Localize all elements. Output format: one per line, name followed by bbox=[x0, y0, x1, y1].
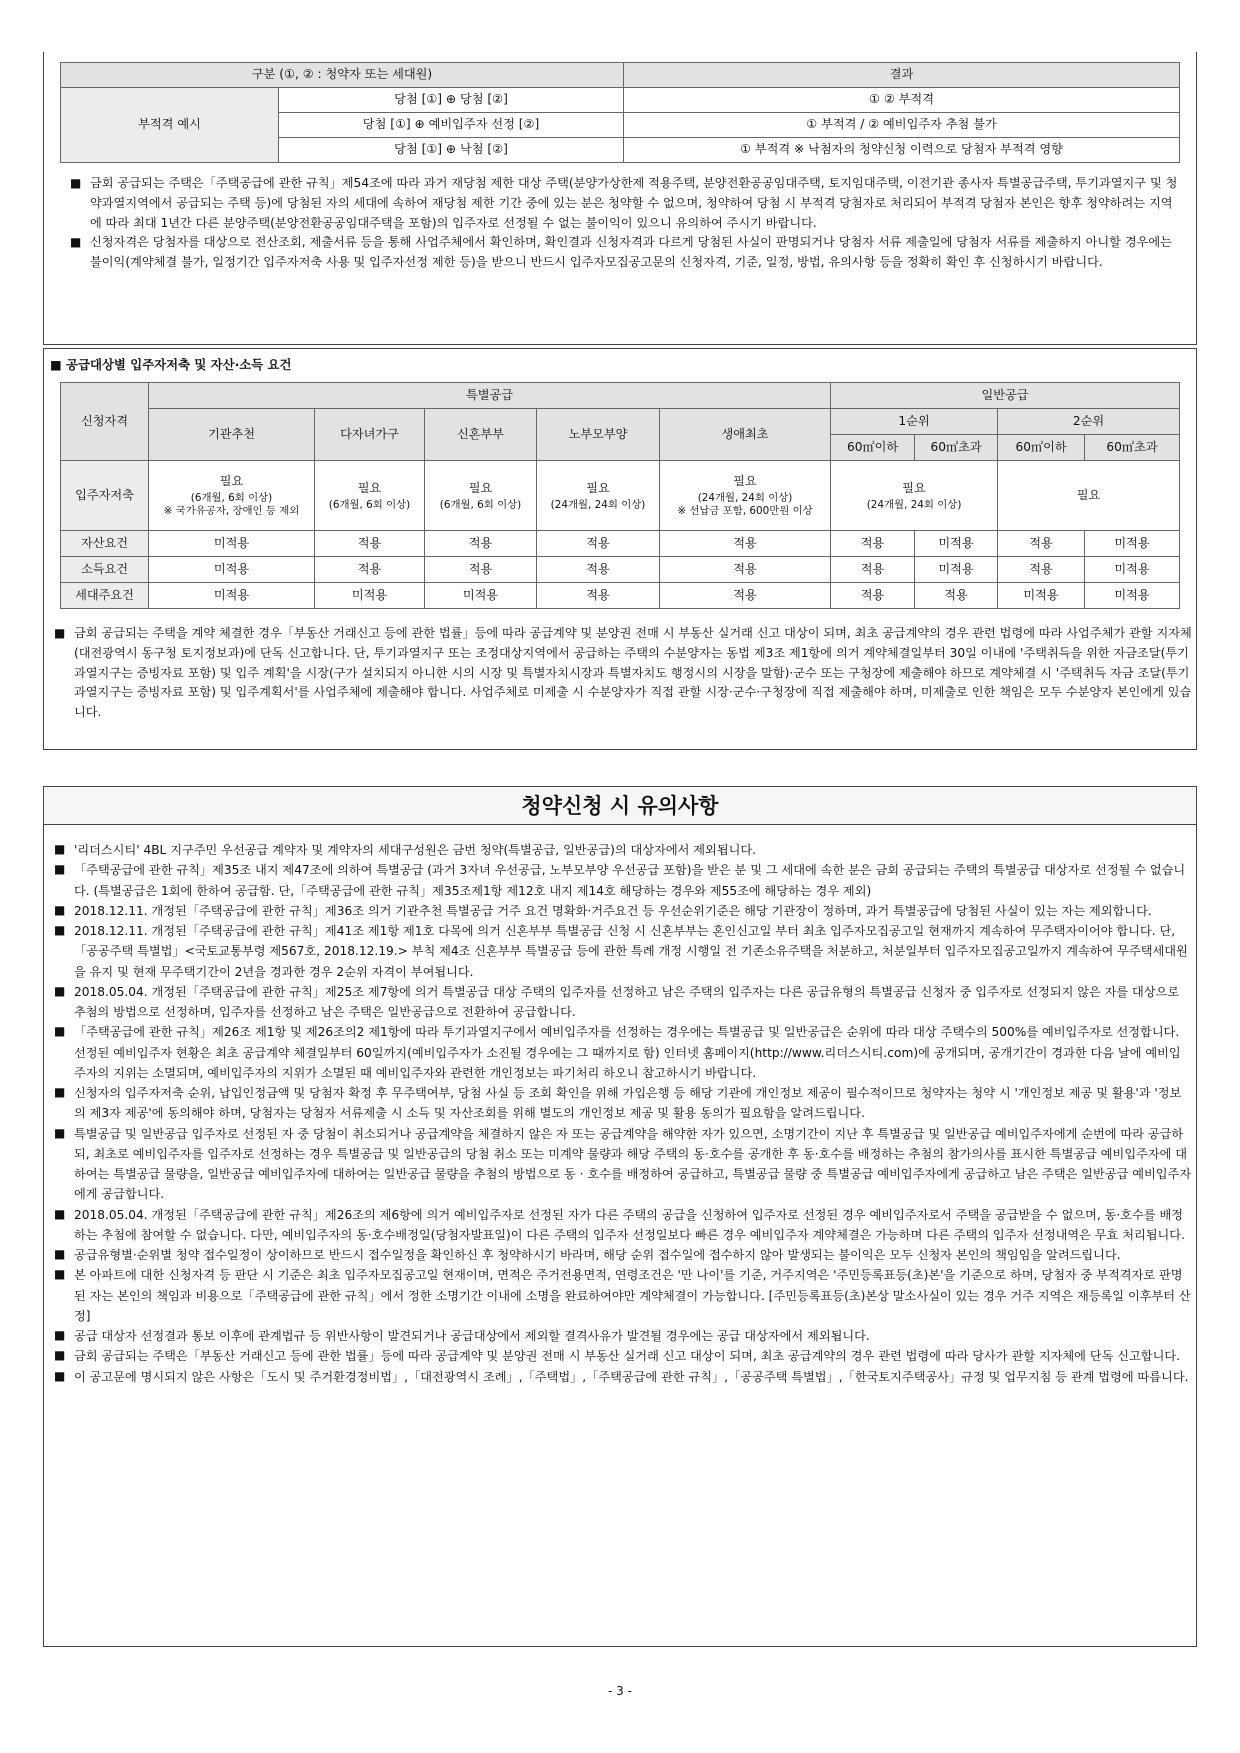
ineligibility-notes bbox=[64, 174, 1184, 273]
note-item: ■ 신청자격은 당첨자를 대상으로 전산조회, 제출서류 등을 통해 사업주체에서 확인하며, 확인결과 신청자격과 다르게 당첨된 사실이 판명되거나 당첨자 서류 제출일에 당첨자 서류를 제출하지 아니할 경우에는 불이익(계약체결 불가, 일정기간 입주자저축 사용 및 입주자선정 제한 등)을 받으니 반드시 입주자모집공고문의 신청자격, 기준, 일정, 방법, 유의사항 등을 정확히 확인 후 신청하시기 바랍니다. bbox=[64, 233, 1184, 273]
table-cell: 미적용 bbox=[1085, 583, 1180, 609]
col-rank2: 2순위 bbox=[998, 409, 1180, 435]
row-label: 자산요건 bbox=[61, 531, 149, 557]
table1-result: ① 부적격 ※ 낙첨자의 청약신청 이력으로 당첨자 부적격 영향 bbox=[624, 138, 1180, 163]
col-agency: 기관추천 bbox=[149, 409, 315, 461]
table-cell: 미적용 bbox=[149, 557, 315, 583]
col-newlywed: 신혼부부 bbox=[425, 409, 537, 461]
table1-row-label: 부적격 예시 bbox=[61, 88, 279, 163]
col-area-gt: 60㎡초과 bbox=[1085, 435, 1180, 461]
cell-line: 필요 bbox=[586, 480, 610, 495]
precautions-list bbox=[48, 840, 1192, 1387]
col-area-gt: 60㎡초과 bbox=[915, 435, 998, 461]
col-label: 신청자격 bbox=[61, 383, 149, 461]
special-supply-header: 특별공급 bbox=[149, 383, 831, 409]
note-item: ■ 금회 공급되는 주택을 계약 체결한 경우「부동산 거래신고 등에 관한 법률」등에 따라 공급계약 및 분양권 전매 시 부동산 실거래 신고 대상이 되며, 최초 공급계약의 경우 관련 법령에 따라 사업주체가 관할 지자체(대전광역시 동구청 토지정보과)에 단독 신고합니다. 단, 투기과열지구 또는 조정대상지역에서 공급하는 주택의 수분양자는 동법 제3조 제1항에 의거 계약체결일부터 30일 이내에 '주택취득을 위한 자금조달(투기과열지구는 증빙자료 포함) 및 입주 계획'을 시장(구가 설치되지 아니한 시의 시장 및 특별자치시장과 특별자치도 행정시의 시장을 말함)·군수 또는 구청장에 제출해야 하므로 계약체결 시 '주택취득 자금 조달(투기과열지구는 증빙자료 포함) 및 입주계획서'를 사업주체에 제출해야 합니다. 사업주체로 미제출 시 수분양자가 직접 관할 시장·군수·구청장에 직접 제출해야 하며, 미제출로 인한 책임은 모두 수분양자 본인에게 있습니다. bbox=[48, 624, 1192, 723]
table-cell: 적용 bbox=[537, 583, 660, 609]
table1-header-category: 구분 (①, ② : 청약자 또는 세대원) bbox=[61, 63, 624, 88]
note-item: ■ 금회 공급되는 주택은「부동산 거래신고 등에 관한 법률」등에 따라 공급계약 및 분양권 전매 시 부동산 실거래 신고 대상이 되며, 최초 공급계약의 경우 관련 법령에 따라 당사가 관할 지자체에 단독 신고합니다. bbox=[48, 1346, 1192, 1366]
table-cell: 미적용 bbox=[1085, 531, 1180, 557]
table-cell: 미적용 bbox=[425, 583, 537, 609]
table1-case: 당첨 [①] ⊕ 낙첨 [②] bbox=[279, 138, 624, 163]
savings-cell bbox=[537, 461, 660, 531]
ineligibility-section bbox=[43, 52, 1197, 345]
precautions-title: 청약신청 시 유의사항 bbox=[44, 787, 1196, 825]
cell-line: (24개월, 24회 이상) bbox=[550, 498, 646, 511]
table-cell: 미적용 bbox=[149, 583, 315, 609]
table-row bbox=[61, 531, 1180, 557]
cell-line: (6개월, 6회 이상) bbox=[190, 491, 273, 504]
savings-cell: 필요 bbox=[998, 461, 1180, 531]
general-supply-header: 일반공급 bbox=[831, 383, 1180, 409]
requirements-section bbox=[43, 348, 1197, 750]
cell-line: (6개월, 6회 이상) bbox=[439, 498, 522, 511]
note-item: ■ 「주택공급에 관한 규칙」제35조 내지 제47조에 의하여 특별공급 (과거 3자녀 우선공급, 노부모부양 우선공급 포함)을 받은 분 및 그 세대에 속한 분은 금회 공급되는 주택의 특별공급 대상자로 선정될 수 없습니다. (특별공급은 1회에 한하여 공급함. 단,「주택공급에 관한 규칙」제35조제1항 제12호 내지 제14호 해당하는 경우와 제55조에 해당하는 경우 제외) bbox=[48, 860, 1192, 901]
cell-line: 필요 bbox=[219, 474, 244, 489]
note-item: ■ 2018.05.04. 개정된「주택공급에 관한 규칙」제26조의 제6항에 의거 예비입주자로 선정된 자가 다른 주택의 공급을 신청하여 입주자로 선정된 경우 예비입주자로서 주택을 공급받을 수 없으며, 동·호수를 배정하는 추첨에 참여할 수 없습니다. 다만, 예비입주자의 동·호수배정일(당첨자발표일)이 다른 주택의 입주자 선정일보다 빠른 경우 예비입주자 계약체결은 가능하며 다른 주택의 입주자 선정내역은 무효 처리됩니다. bbox=[48, 1205, 1192, 1246]
table-cell: 적용 bbox=[425, 531, 537, 557]
note-item: ■ 금회 공급되는 주택은「주택공급에 관한 규칙」제54조에 따라 과거 재당첨 제한 대상 주택(분양가상한제 적용주택, 분양전환공공임대주택, 토지임대주택, 이전기관 종사자 특별공급주택, 투기과열지구 및 청약과열지역에서 공급되는 주택 등)에 당첨된 자의 세대에 속하여 재당첨 제한 기간 중에 있는 분은 청약할 수 없으며, 청약하여 당첨 시 부적격 당첨자로 처리되어 부적격 당첨자 본인은 향후 청약하려는 지역에 따라 최대 1년간 다른 분양주택(분양전환공공임대주택을 포함)의 입주자로 선정될 수 없는 불이익이 있으니 유의하여 주시기 바랍니다. bbox=[64, 174, 1184, 233]
table-cell: 적용 bbox=[315, 531, 425, 557]
table-cell: 적용 bbox=[915, 583, 998, 609]
table1-result: ① 부적격 / ② 예비입주자 추첨 불가 bbox=[624, 113, 1180, 138]
cell-line: ※ 선납금 포함, 600만원 이상 bbox=[677, 505, 813, 518]
row-label: 소득요건 bbox=[61, 557, 149, 583]
table-cell: 적용 bbox=[831, 531, 915, 557]
table1-case: 당첨 [①] ⊕ 당첨 [②] bbox=[279, 88, 624, 113]
cell-line: (6개월, 6회 이상) bbox=[328, 498, 411, 511]
table-cell: 적용 bbox=[660, 583, 831, 609]
cell-line: 필요 bbox=[902, 480, 926, 495]
note-item: ■ 공급 대상자 선정결과 통보 이후에 관계법규 등 위반사항이 발견되거나 공급대상에서 제외할 결격사유가 발견될 경우에는 공급 대상자에서 제외됩니다. bbox=[48, 1326, 1192, 1346]
savings-cell bbox=[660, 461, 831, 531]
note-item: ■ 2018.12.11. 개정된「주택공급에 관한 규칙」제36조 의거 기관추천 특별공급 거주 요건 명확화·거주요건 등 우선순위기준은 해당 기관장이 정하며, 과거 특별공급에 당첨된 사실이 있는 자는 제외합니다. bbox=[48, 901, 1192, 921]
table-row bbox=[61, 557, 1180, 583]
table1-header-result: 결과 bbox=[624, 63, 1180, 88]
table-cell: 미적용 bbox=[149, 531, 315, 557]
row-label: 세대주요건 bbox=[61, 583, 149, 609]
table-cell: 적용 bbox=[660, 531, 831, 557]
col-area-le: 60㎡이하 bbox=[998, 435, 1085, 461]
note-item: ■ 「주택공급에 관한 규칙」제26조 제1항 및 제26조의2 제1항에 따라 투기과열지구에서 예비입주자를 선정하는 경우에는 특별공급 및 일반공급은 순위에 따라 대상 주택수의 500%를 예비입주자로 선정합니다. 선정된 예비입주자 현황은 최초 공급계약 체결일부터 60일까지(예비입주자가 소진될 경우에는 그 때까지로 함) 인터넷 홈페이지(http://www.리더스시티.com)에 공개되며, 공개기간이 경과한 다음 날에 예비입주자의 지위는 소멸되며, 예비입주자의 지위가 소멸된 때 예비입주자와 관련한 개인정보는 파기처리 하오니 참고하시기 바랍니다. bbox=[48, 1022, 1192, 1083]
cell-line: 필요 bbox=[468, 480, 493, 495]
row-label: 입주자저축 bbox=[61, 461, 149, 531]
col-elderly: 노부모부양 bbox=[537, 409, 660, 461]
table-cell: 적용 bbox=[537, 531, 660, 557]
page-number: - 3 - bbox=[608, 1684, 632, 1698]
table-cell: 적용 bbox=[831, 557, 915, 583]
table-cell: 적용 bbox=[998, 531, 1085, 557]
ineligibility-table bbox=[60, 62, 1180, 163]
table-cell: 적용 bbox=[315, 557, 425, 583]
table-cell: 미적용 bbox=[315, 583, 425, 609]
col-firsttime: 생애최초 bbox=[660, 409, 831, 461]
savings-cell bbox=[149, 461, 315, 531]
note-item: ■ 신청자의 입주자저축 순위, 납입인정금액 및 당첨자 확정 후 무주택여부, 당첨 사실 등 조회 확인을 위해 가입은행 등 해당 기관에 개인정보 제공이 필수적이므로 청약자는 청약 시 '개인정보 제공 및 활용'과 '정보의 제3자 제공'에 동의해야 하며, 당첨자는 당첨자 서류제출 시 소득 및 자산조회를 위해 별도의 개인정보 제공 및 활용 동의가 필요함을 알려드립니다. bbox=[48, 1083, 1192, 1124]
table1-case: 당첨 [①] ⊕ 예비입주자 선정 [②] bbox=[279, 113, 624, 138]
table-cell: 적용 bbox=[425, 557, 537, 583]
cell-line: (24개월, 24회 이상) bbox=[866, 498, 962, 511]
requirements-table bbox=[60, 382, 1180, 609]
col-rank1: 1순위 bbox=[831, 409, 998, 435]
requirements-notes bbox=[48, 624, 1192, 723]
cell-line: (24개월, 24회 이상) bbox=[697, 491, 793, 504]
table1-result: ① ② 부적격 bbox=[624, 88, 1180, 113]
table-cell: 미적용 bbox=[1085, 557, 1180, 583]
table-cell: 적용 bbox=[831, 583, 915, 609]
note-item: ■ 공급유형별·순위별 청약 접수일정이 상이하므로 반드시 접수일정을 확인하신 후 청약하시기 바라며, 해당 순위 접수일에 접수하지 않아 발생되는 불이익은 모두 신청자 본인의 책임임을 알려드립니다. bbox=[48, 1245, 1192, 1265]
table-cell: 미적용 bbox=[915, 557, 998, 583]
cell-line: ※ 국가유공자, 장애인 등 제외 bbox=[163, 505, 300, 518]
note-item: ■ 2018.12.11. 개정된「주택공급에 관한 규칙」제41조 제1항 제1호 다목에 의거 신혼부부 특별공급 신청 시 신혼부부는 혼인신고일 부터 최초 입주자모집공고일 현재까지 계속하여 무주택자이어야 합니다. 단,「공공주택 특별법」<국토교통부령 제567호, 2018.12.19.> 부칙 제4조 신혼부부 특별공급 등에 관한 특례 개정 시행일 전 기존소유주택을 처분하고, 처분일부터 입주자모집공고일까지 계속하여 무주택세대원을 유지 및 현재 무주택기간이 2년을 경과한 경우 2순위 자격이 부여됩니다. bbox=[48, 921, 1192, 982]
savings-cell bbox=[315, 461, 425, 531]
col-multichild: 다자녀가구 bbox=[315, 409, 425, 461]
note-item: ■ '리더스시티' 4BL 지구주민 우선공급 계약자 및 계약자의 세대구성원은 금번 청약(특별공급, 일반공급)의 대상자에서 제외됩니다. bbox=[48, 840, 1192, 860]
section-title: ■ 공급대상별 입주자저축 및 자산·소득 요건 bbox=[50, 355, 291, 375]
table-cell: 미적용 bbox=[915, 531, 998, 557]
savings-cell bbox=[425, 461, 537, 531]
precautions-section bbox=[43, 786, 1197, 1647]
table-cell: 적용 bbox=[537, 557, 660, 583]
note-item: ■ 특별공급 및 일반공급 입주자로 선정된 자 중 당첨이 취소되거나 공급계약을 체결하지 않은 자 또는 공급계약을 해약한 자가 있으면, 소명기간이 지난 후 특별공급 및 일반공급 예비입주자에게 순번에 따라 공급하되, 최초로 예비입주자를 입주자로 선정하는 경우 특별공급 및 일반공급의 당첨 취소 또는 미계약 물량과 해당 주택의 동·호수를 공개한 후 동·호수를 배정하는 추첨의 참가의사를 표시한 특별공급 예비입주자에 대하여는 특별공급 물량을, 일반공급 예비입주자에 대하여는 일반공급 물량을 추첨의 방법으로 동 · 호수를 배정하여 공급하고, 특별공급 물량 중 특별공급 예비입주자에게 공급하고 남은 주택은 일반공급 예비입주자에게 공급합니다. bbox=[48, 1124, 1192, 1205]
note-item: ■ 본 아파트에 대한 신청자격 등 판단 시 기준은 최초 입주자모집공고일 현재이며, 면적은 주거전용면적, 연령조건은 '만 나이'를 기준, 거주지역은 '주민등록표등(초)본'을 기준으로 하며, 당첨자 중 부적격자로 판명된 자는 본인의 책임과 비용으로「주택공급에 관한 규칙」에서 정한 소명기간 이내에 소명을 완료하여야만 계약체결이 가능합니다. [주민등록표등(초)본상 말소사실이 있는 경우 거주 지역은 재등록일 이후부터 산정] bbox=[48, 1265, 1192, 1326]
cell-line: 필요 bbox=[357, 480, 382, 495]
note-item: ■ 이 공고문에 명시되지 않은 사항은「도시 및 주거환경정비법」,「대전광역시 조례」,「주택법」,「주택공급에 관한 규칙」,「공공주택 특별법」,「한국토지주택공사」규정 및 업무지침 등 관계 법령에 따릅니다. bbox=[48, 1367, 1192, 1387]
savings-cell bbox=[831, 461, 998, 531]
table-cell: 적용 bbox=[998, 557, 1085, 583]
cell-line: 필요 bbox=[733, 474, 757, 489]
table-cell: 적용 bbox=[660, 557, 831, 583]
note-item: ■ 2018.05.04. 개정된「주택공급에 관한 규칙」제25조 제7항에 의거 특별공급 대상 주택의 입주자를 선정하고 남은 주택의 입주자는 다른 공급유형의 특별공급 신청자 중 입주자로 선정되지 않은 자를 대상으로 추첨의 방법으로 선정하며, 입주자를 선정하고 남은 주택은 일반공급으로 전환하여 공급합니다. bbox=[48, 982, 1192, 1023]
table-cell: 미적용 bbox=[998, 583, 1085, 609]
table-row bbox=[61, 583, 1180, 609]
col-area-le: 60㎡이하 bbox=[831, 435, 915, 461]
